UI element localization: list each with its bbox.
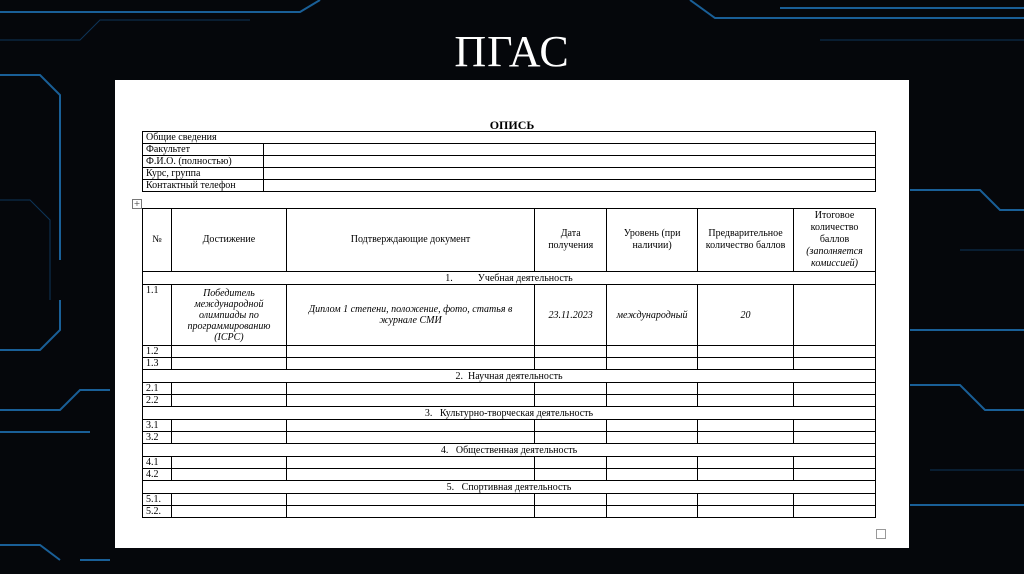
row-final-score[interactable] <box>794 285 876 346</box>
table-row <box>143 469 876 481</box>
header-achievement: Достижение <box>171 209 286 272</box>
cell[interactable] <box>794 469 876 481</box>
table-header-row <box>143 209 876 272</box>
table-row <box>143 432 876 444</box>
table-row <box>143 420 876 432</box>
cell[interactable] <box>698 432 794 444</box>
info-value-field[interactable] <box>264 168 876 180</box>
cell[interactable] <box>698 506 794 518</box>
info-value-field[interactable] <box>264 156 876 168</box>
info-label: Контактный телефон <box>143 180 264 192</box>
row-num: 4.1 <box>143 457 172 469</box>
row-num: 3.1 <box>143 420 172 432</box>
row-num: 3.2 <box>143 432 172 444</box>
section-title: 3. Культурно-творческая деятельность <box>143 407 876 420</box>
row-num: 1.1 <box>143 285 172 346</box>
cell[interactable] <box>286 494 534 506</box>
cell[interactable] <box>607 346 698 358</box>
cell[interactable] <box>171 494 286 506</box>
cell[interactable] <box>286 395 534 407</box>
cell[interactable] <box>535 395 607 407</box>
row-level[interactable]: международный <box>607 285 698 346</box>
cell[interactable] <box>286 420 534 432</box>
cell[interactable] <box>286 346 534 358</box>
table-row <box>143 494 876 506</box>
cell[interactable] <box>286 432 534 444</box>
cell[interactable] <box>794 346 876 358</box>
section-title: 4. Общественная деятельность <box>143 444 876 457</box>
cell[interactable] <box>794 506 876 518</box>
info-label: Ф.И.О. (полностью) <box>143 156 264 168</box>
cell[interactable] <box>535 506 607 518</box>
cell[interactable] <box>794 432 876 444</box>
header-level: Уровень (при наличии) <box>607 209 698 272</box>
cell[interactable] <box>535 494 607 506</box>
cell[interactable] <box>171 383 286 395</box>
header-date: Дата получения <box>535 209 607 272</box>
general-info-table <box>142 131 876 192</box>
header-num: № <box>143 209 172 272</box>
cell[interactable] <box>171 420 286 432</box>
section-row <box>143 444 876 457</box>
table-resize-handle-icon[interactable] <box>876 529 886 539</box>
section-row <box>143 272 876 285</box>
table-row <box>143 358 876 370</box>
header-document: Подтверждающие документ <box>286 209 534 272</box>
cell[interactable] <box>698 383 794 395</box>
section-row <box>143 481 876 494</box>
row-num: 2.2 <box>143 395 172 407</box>
section-title: 1. Учебная деятельность <box>143 272 876 285</box>
cell[interactable] <box>794 420 876 432</box>
cell[interactable] <box>698 494 794 506</box>
cell[interactable] <box>607 358 698 370</box>
cell[interactable] <box>171 395 286 407</box>
cell[interactable] <box>698 395 794 407</box>
row-num: 5.1. <box>143 494 172 506</box>
cell[interactable] <box>794 494 876 506</box>
cell[interactable] <box>698 346 794 358</box>
cell[interactable] <box>535 346 607 358</box>
info-value-field[interactable] <box>264 180 876 192</box>
cell[interactable] <box>171 457 286 469</box>
table-row <box>143 285 876 346</box>
row-prelim-score[interactable]: 20 <box>698 285 794 346</box>
cell[interactable] <box>698 469 794 481</box>
slide-title: ПГАС <box>454 27 570 76</box>
cell[interactable] <box>607 494 698 506</box>
header-final-note: (заполняется комиссией) <box>806 246 863 269</box>
cell[interactable] <box>286 506 534 518</box>
section-row <box>143 370 876 383</box>
row-num: 4.2 <box>143 469 172 481</box>
info-row <box>143 156 876 168</box>
cell[interactable] <box>286 358 534 370</box>
table-row <box>143 506 876 518</box>
cell[interactable] <box>698 457 794 469</box>
cell[interactable] <box>607 395 698 407</box>
document-title: ОПИСЬ <box>489 118 535 132</box>
table-row <box>143 457 876 469</box>
cell[interactable] <box>607 420 698 432</box>
info-value-field[interactable] <box>264 144 876 156</box>
info-row <box>143 180 876 192</box>
row-date[interactable]: 23.11.2023 <box>535 285 607 346</box>
cell[interactable] <box>794 457 876 469</box>
achievements-table <box>142 208 876 518</box>
cell[interactable] <box>794 383 876 395</box>
cell[interactable] <box>171 506 286 518</box>
row-num: 2.1 <box>143 383 172 395</box>
table-row <box>143 346 876 358</box>
info-label: Факультет <box>143 144 264 156</box>
cell[interactable] <box>607 469 698 481</box>
header-final-label: Итоговое количество баллов <box>810 210 859 245</box>
cell[interactable] <box>286 469 534 481</box>
row-num: 5.2. <box>143 506 172 518</box>
cell[interactable] <box>607 383 698 395</box>
cell[interactable] <box>607 506 698 518</box>
cell[interactable] <box>698 420 794 432</box>
cell[interactable] <box>171 469 286 481</box>
info-label: Курс, группа <box>143 168 264 180</box>
cell[interactable] <box>794 395 876 407</box>
cell[interactable] <box>171 432 286 444</box>
row-num: 1.3 <box>143 358 172 370</box>
cell[interactable] <box>794 358 876 370</box>
table-row <box>143 383 876 395</box>
cell[interactable] <box>171 358 286 370</box>
info-row <box>143 168 876 180</box>
cell[interactable] <box>535 420 607 432</box>
cell[interactable] <box>535 457 607 469</box>
cell[interactable] <box>286 383 534 395</box>
cell[interactable] <box>535 432 607 444</box>
row-num: 1.2 <box>143 346 172 358</box>
cell[interactable] <box>535 383 607 395</box>
cell[interactable] <box>286 457 534 469</box>
section-title: 5. Спортивная деятельность <box>143 481 876 494</box>
header-final-score <box>794 209 876 272</box>
row-document[interactable]: Диплом 1 степени, положение, фото, статья в журнале СМИ <box>286 285 534 346</box>
cell[interactable] <box>607 457 698 469</box>
cell[interactable] <box>607 432 698 444</box>
row-achievement[interactable]: Победитель международной олимпиады по программированию (ICPC) <box>171 285 286 346</box>
section-title: 2. Научная деятельность <box>143 370 876 383</box>
info-row <box>143 144 876 156</box>
document-page <box>115 80 909 548</box>
info-row <box>143 132 876 144</box>
cell[interactable] <box>535 469 607 481</box>
cell[interactable] <box>698 358 794 370</box>
header-prelim-score: Предварительное количество баллов <box>698 209 794 272</box>
cell[interactable] <box>535 358 607 370</box>
table-move-handle-icon[interactable]: + <box>133 199 141 208</box>
info-label: Общие сведения <box>143 132 876 144</box>
section-row <box>143 407 876 420</box>
cell[interactable] <box>171 346 286 358</box>
table-row <box>143 395 876 407</box>
